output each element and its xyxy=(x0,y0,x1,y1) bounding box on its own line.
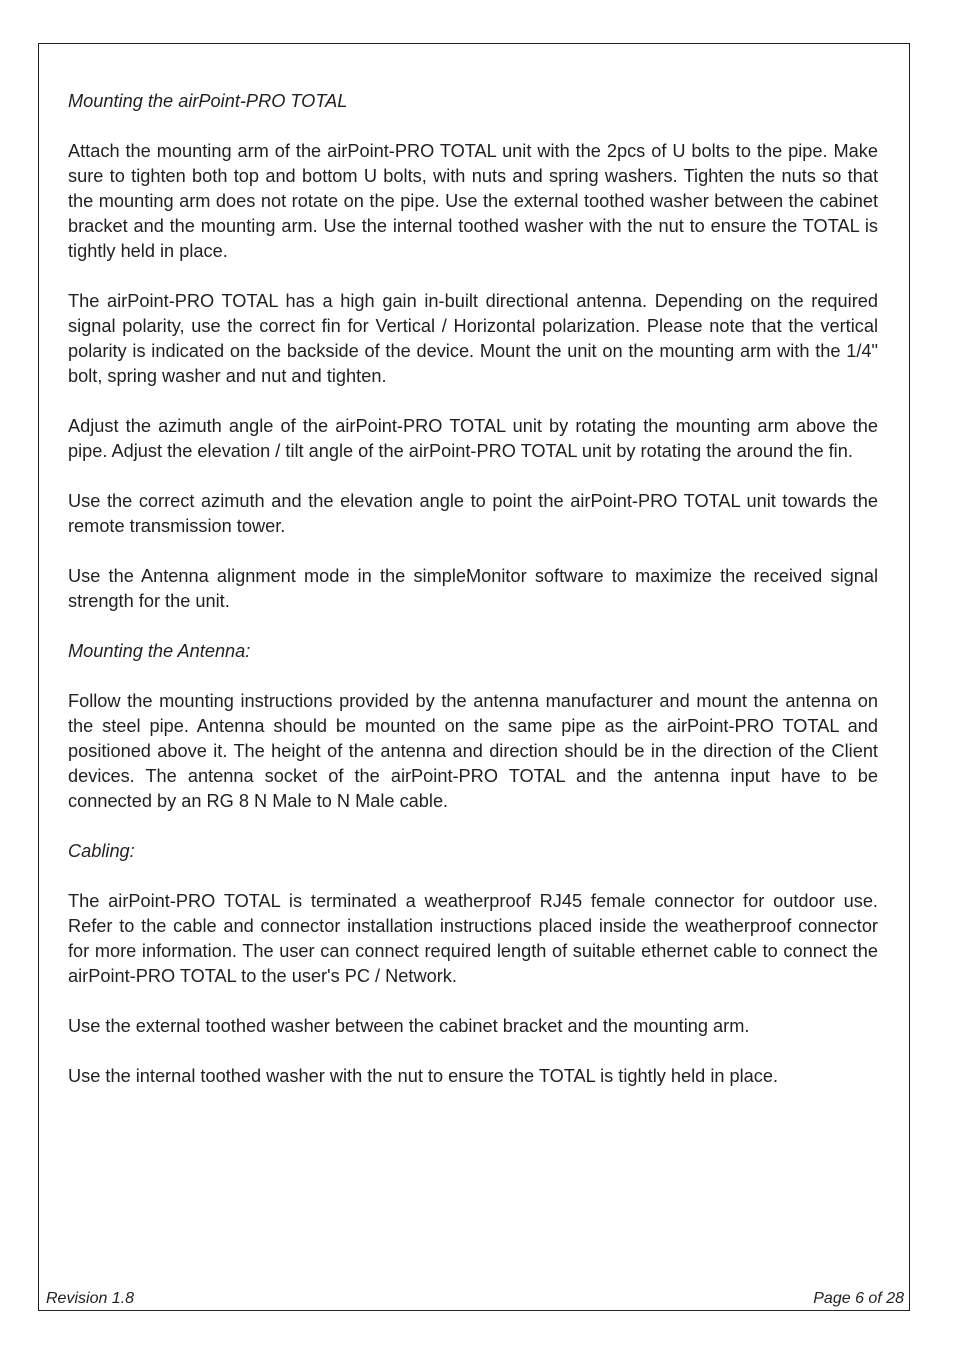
paragraph-alignment-mode: Use the Antenna alignment mode in the simpleMonitor software to maximize the received signal strength for the unit. xyxy=(68,566,878,611)
paragraph-antenna-polarity: The airPoint-PRO TOTAL has a high gain in-built directional antenna. Depending on the required signal polarity, use the correct fin for Vertical / Horizontal polarization. Please note that the vertical polarity is indicated on the backside of the device. Mount the unit on the mounting arm with the 1/4" bolt, spring washer and nut and tighten. xyxy=(68,291,878,386)
paragraph-azimuth-adjust: Adjust the azimuth angle of the airPoint-PRO TOTAL unit by rotating the mounting arm above the pipe. Adjust the elevation / tilt angle of the airPoint-PRO TOTAL unit by rotating the around the fin. xyxy=(68,416,878,461)
section-heading-mounting-unit: Mounting the airPoint-PRO TOTAL xyxy=(68,91,348,111)
revision-label: Revision 1.8 xyxy=(46,1290,135,1307)
section-heading-cabling: Cabling: xyxy=(68,841,135,861)
page-number: Page 6 of 28 xyxy=(813,1290,904,1307)
document-body xyxy=(68,89,878,1114)
paragraph-rj45-connector: The airPoint-PRO TOTAL is terminated a weatherproof RJ45 female connector for outdoor use. Refer to the cable and connector installation instructions placed inside the weatherproof connector for more information. The user can connect required length of suitable ethernet cable to connect the airPoint-PRO TOTAL to the user's PC / Network. xyxy=(68,891,878,986)
section-heading-mounting-antenna: Mounting the Antenna: xyxy=(68,641,251,661)
paragraph-antenna-instructions: Follow the mounting instructions provided by the antenna manufacturer and mount the antenna on the steel pipe. Antenna should be mounted on the same pipe as the airPoint-PRO TOTAL and positioned above it. The height of the antenna and direction should be in the direction of the Client devices. The antenna socket of the airPoint-PRO TOTAL and the antenna input have to be connected by an RG 8 N Male to N Male cable. xyxy=(68,691,878,811)
paragraph-external-washer: Use the external toothed washer between the cabinet bracket and the mounting arm. xyxy=(68,1016,750,1036)
paragraph-internal-washer: Use the internal toothed washer with the nut to ensure the TOTAL is tightly held in place. xyxy=(68,1066,779,1086)
paragraph-attach-mounting-arm: Attach the mounting arm of the airPoint-PRO TOTAL unit with the 2pcs of U bolts to the pipe. Make sure to tighten both top and bottom U bolts, with nuts and spring washers. Tighten the nuts so that the mounting arm does not rotate on the pipe. Use the external toothed washer between the cabinet bracket and the mounting arm. Use the internal toothed washer with the nut to ensure the TOTAL is tightly held in place. xyxy=(68,141,878,261)
paragraph-point-to-tower: Use the correct azimuth and the elevation angle to point the airPoint-PRO TOTAL unit towards the remote transmission tower. xyxy=(68,491,878,536)
